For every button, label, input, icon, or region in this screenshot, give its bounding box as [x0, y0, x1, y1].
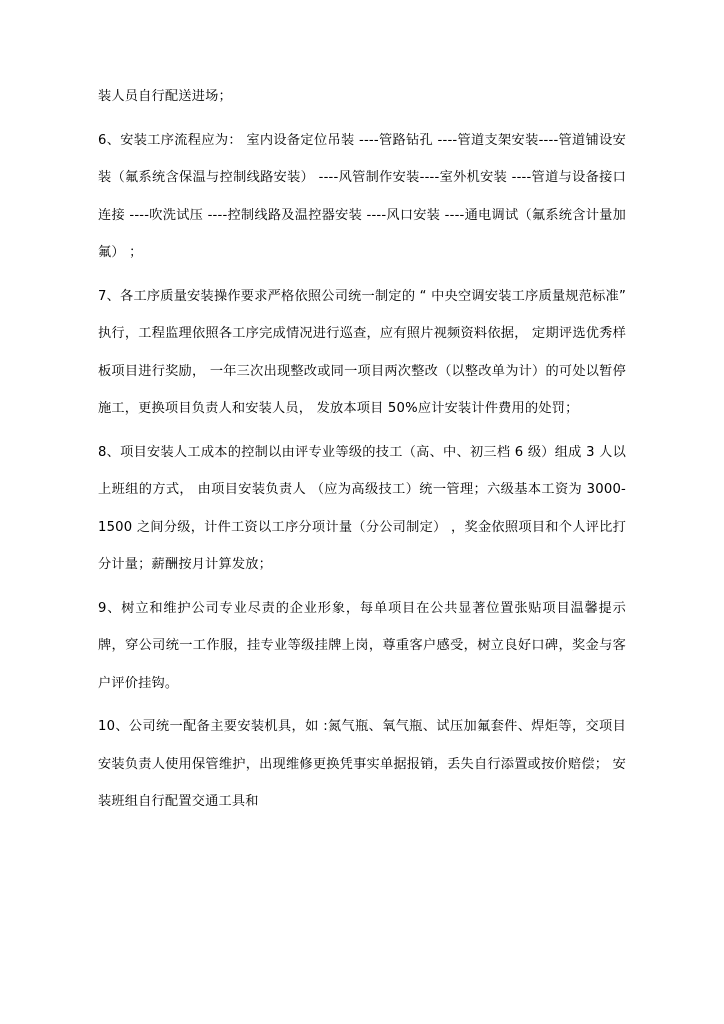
paragraph: 9、树立和维护公司专业尽责的企业形象，每单项目在公共显著位置张贴项目温馨提示牌，穿公司统一工作服，挂专业等级挂牌上岗，尊重客户感受，树立良好口碑，奖金与客户评价挂钩。 [98, 600, 626, 691]
paragraph: 8、项目安装人工成本的控制以由评专业等级的技工（高、中、初三档 6 级）组成 3 人以上班组的方式， 由项目安装负责人 （应为高级技工）统一管理；六级基本工资为 3000-1500 之间分级，计件工资以工序分项计量（分公司制定） ，奖金依照项目和个人评比打分计量；薪酬按月计算发放； [98, 444, 626, 572]
paragraph: 7、各工序质量安装操作要求严格依照公司统一制定的 “ 中央空调安装工序质量规范标准” 执行，工程监理依照各工序完成情况进行巡查，应有照片视频资料依据， 定期评选优秀样板项目进行奖励， 一年三次出现整改或同一项目两次整改（以整改单为计）的可处以暂停施工，更换项目负责人和安装人员， 发放本项目 50%应计安装计件费用的处罚； [98, 288, 626, 416]
paragraph: 6、安装工序流程应为： 室内设备定位吊装 ----管路钻孔 ----管道支架安装----管道铺设安装（氟系统含保温与控制线路安装） ----风管制作安装----室外机安装 ----管道与设备接口连接 ----吹洗试压 ----控制线路及温控器安装 ----风口安装 ----通电调试（氟系统含计量加氟） ； [98, 132, 626, 260]
paragraph: 10、公司统一配备主要安装机具，如 :氮气瓶、氧气瓶、试压加氟套件、焊炬等，交项目安装负责人使用保管维护，出现维修更换凭事实单据报销，丢失自行添置或按价赔偿； 安装班组自行配置交通工具和 [98, 719, 626, 809]
paragraph: 装人员自行配送进场； [98, 89, 232, 104]
document-text-body [98, 78, 626, 821]
